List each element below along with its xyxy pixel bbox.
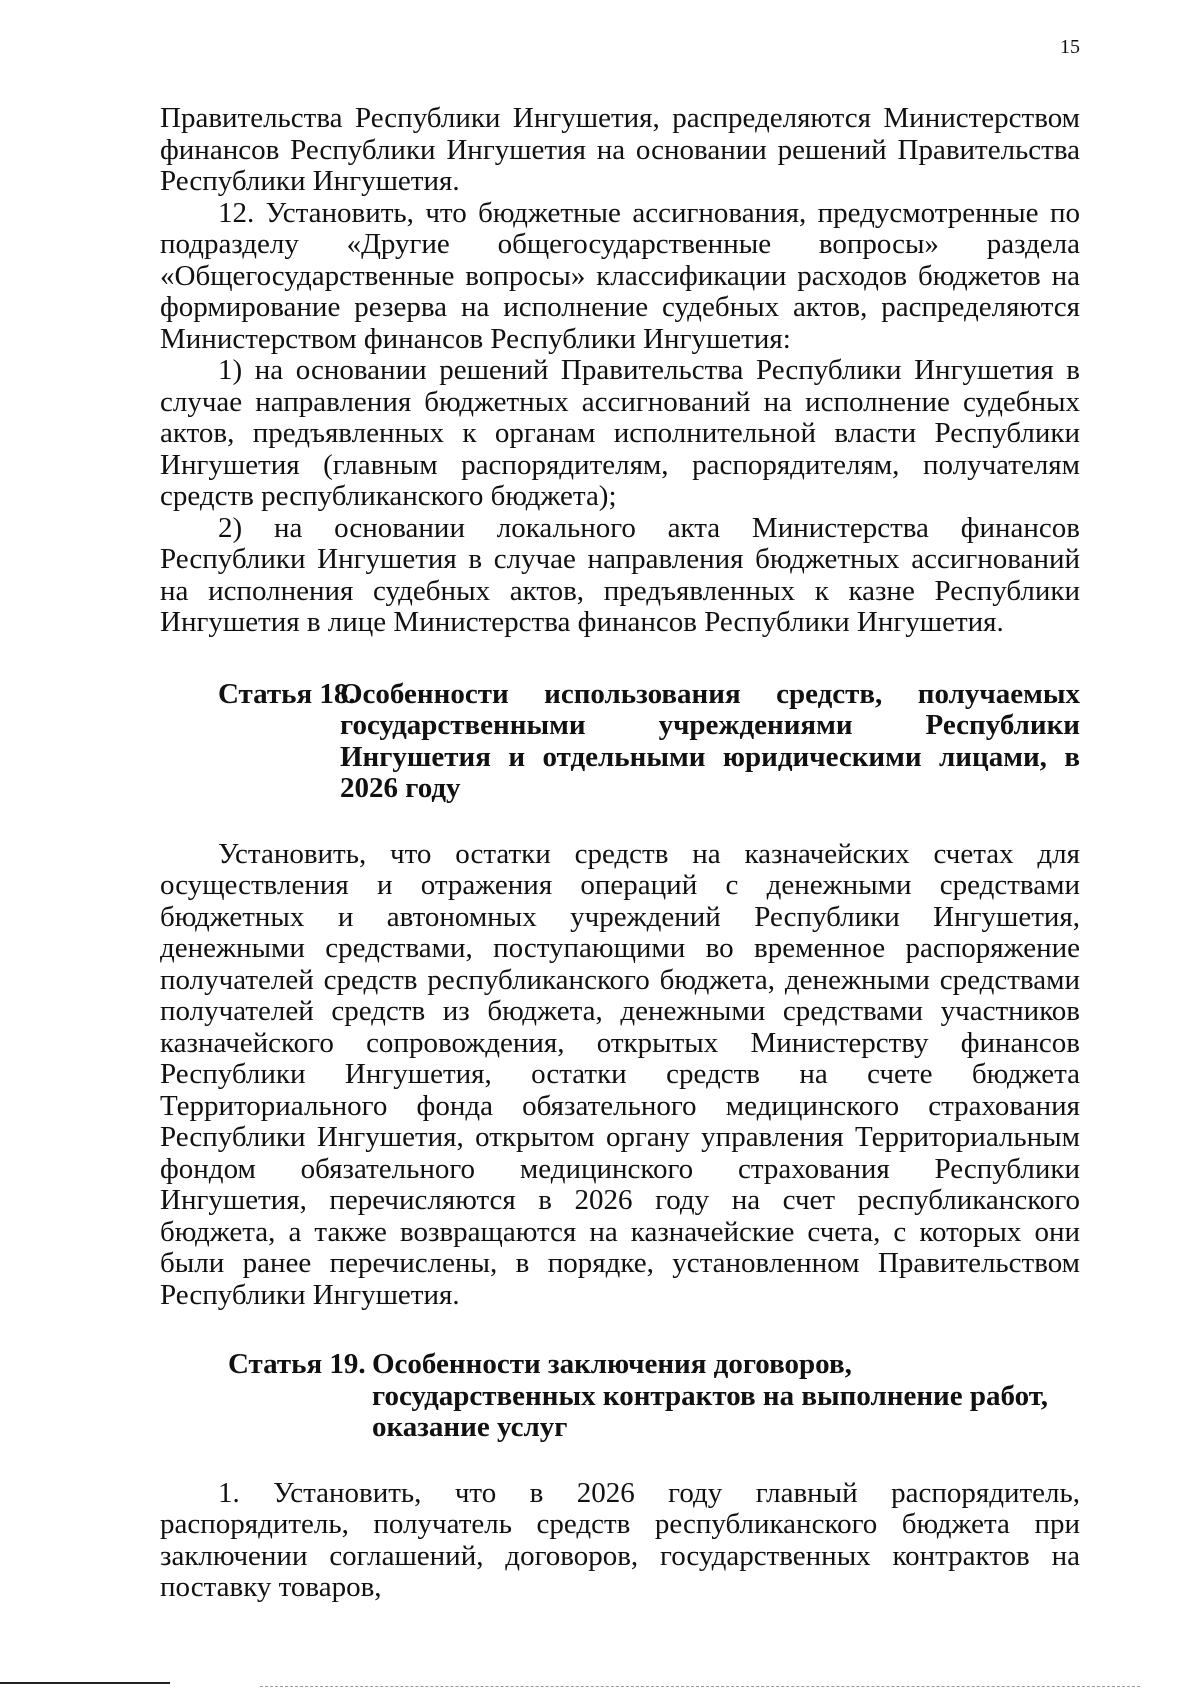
article-18-label: Статья 18. <box>218 677 356 710</box>
page-number: 15 <box>1060 36 1080 58</box>
article-19-heading <box>160 1349 1080 1444</box>
article-19-body: 1. Установить, что в 2026 году главный распорядитель, распорядитель, получатель средств республиканского бюджета при заключении соглашений, договоров, государственных контрактов на поставку товаров, <box>160 1476 1080 1603</box>
paragraph-continuation: Правительства Республики Ингушетия, распределяются Министерством финансов Республики Ингушетия на основании решений Правительства Республики Ингушетия. <box>160 102 1080 197</box>
paragraph-subitem-2: 2) на основании локального акта Министерства финансов Республики Ингушетия в случае направления бюджетных ассигнований на исполнения судебных актов, предъявленных к казне Республики Ингушетия в лице Министерства финансов Республики Ингушетия. <box>160 511 1080 638</box>
article-18-body: Установить, что остатки средств на казначейских счетах для осуществления и отражения операций с денежными средствами бюджетных и автономных учреждений Республики Ингушетия, денежными средствами, поступающими во временное распоряжение получателей средств республиканского бюджета, денежными средствами получателей средств из бюджета, денежными средствами участников казначейского сопровождения, открытых Министерству финансов Республики Ингушетия, остатки средств на счете бюджета Территориального фонда обязательного медицинского страхования Республики Ингушетия, открытом органу управления Территориальным фондом обязательного медицинского страхования Республики Ингушетия, перечисляются в 2026 году на счет республиканского бюджета, а также возвращаются на казначейские счета, с которых они были ранее перечислены, в порядке, установленном Правительством Республики Ингушетия. <box>160 837 1080 1311</box>
article-18-title: Особенности использования средств, получаемых государственными учреждениями Республики Ингушетия и отдельными юридическими лицами, в 2026 году <box>340 677 1080 804</box>
paragraph-item-12: 12. Установить, что бюджетные ассигнования, предусмотренные по подразделу «Другие общегосударственные вопросы» раздела «Общегосударственные вопросы» классификации расходов бюджетов на формирование резерва на исполнение судебных актов, распределяются Министерством финансов Республики Ингушетия: <box>160 196 1080 355</box>
page-edge-line <box>0 1682 170 1684</box>
article-19-label: Статья 19. <box>228 1348 366 1380</box>
scan-artifact-line <box>260 1686 1140 1688</box>
paragraph-subitem-1: 1) на основании решений Правительства Республики Ингушетия в случае направления бюджетных ассигнований на исполнение судебных актов, предъявленных к органам исполнительной власти Республики Ингушетия (главным распорядителям, распорядителям, получателям средств республиканского бюджета); <box>160 354 1080 512</box>
article-18-heading <box>160 679 1080 805</box>
document-body <box>160 103 1080 1604</box>
article-19-title: Особенности заключения договоров, государственных контрактов на выполнение работ, оказание услуг <box>372 1348 1049 1443</box>
